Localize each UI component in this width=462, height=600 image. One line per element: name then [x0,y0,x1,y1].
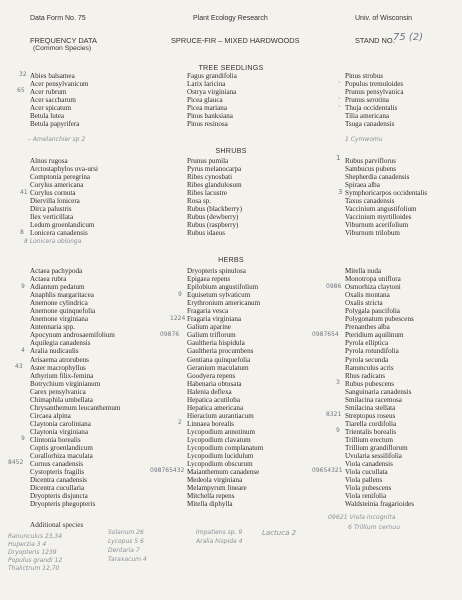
scrawl-note: Huperzia 3 4 [8,541,47,548]
herb-column-1 [30,267,120,508]
tree-column-2 [187,72,237,128]
species-name: Carex pensylvanica [30,387,86,396]
species-name: Pinus strobus [345,72,384,80]
species-name: Larix laricina [187,80,226,89]
species-name: Galium aparine [187,323,231,332]
species-name: Adiantum pedatum [30,283,85,292]
herb-column-3 [345,267,414,508]
shrub-column-1 [30,157,98,237]
species-name: Prunus pumila [187,157,229,165]
species-name: Mitella diphylla [187,500,233,509]
additional-species-label: Additional species [30,521,84,529]
species-name: Aralia nudicaulis [30,347,79,356]
stand-number-label: STAND NO. [355,36,395,45]
tally-mark: 1 [336,154,341,162]
species-name: Corylus americana [30,181,84,190]
species-name: Coptis groenlandicum [30,444,93,453]
species-name: Lycopodium complanatum [187,444,264,453]
species-name: Ranunculus acris [345,363,394,372]
species-name: Prunus serotina [345,96,389,105]
species-name: Dicentra cucullaria [30,484,85,493]
scrawl-note: Aralia hispida 4 [196,538,243,545]
species-name: Viola pubescens [345,484,392,493]
tally-mark: 09654321 [312,467,343,474]
species-name: Halenia deflexa [187,387,232,396]
tally-mark: 2 [178,419,182,426]
section-herbs: HERBS [218,255,244,264]
tally-mark: 32 [19,71,27,78]
species-name: Acer saccharum [30,96,76,105]
species-name: Acer pensylvanicum [30,80,89,89]
species-name: Mitella nuda [345,267,382,275]
species-name: Mitchella repens [187,492,235,501]
species-name: Fragaria vesca [187,307,229,316]
species-name: Circaea alpina [30,411,71,420]
species-name: Anemone cylindrica [30,299,88,308]
tally-mark: 8452 [8,459,24,466]
tally-mark: 9 [21,435,25,442]
check-mark: · [338,94,341,103]
species-name: Geranium maculatum [187,363,249,372]
species-name: Rubus (raspberry) [187,221,239,230]
tally-mark: 9 [21,283,25,290]
species-name: Pyrola elliptica [345,339,389,348]
species-name: Equisetum sylvaticum [187,291,251,300]
species-name: Betula lutea [30,112,65,121]
species-name: Pinus resinosa [187,120,228,129]
handwritten-note-amelanchier: – Amelanchier sp 2 [28,136,86,143]
species-name: Viola pallens [345,476,383,485]
species-name: Erythronium americanum [187,299,261,308]
tally-mark: 1224 [170,315,186,322]
species-name: Thuja occidentalis [345,104,398,113]
scrawl-note: Ranunculus 23,34 [8,533,63,540]
species-name: Rubus (blackberry) [187,205,242,214]
species-name: Medeola virginiana [187,476,243,485]
species-name: Linnaea borealis [187,419,235,428]
species-name: Epilobium angustifolium [187,283,259,292]
species-name: Tilia americana [345,112,390,121]
species-name: Sanguinaria canadensis [345,387,412,396]
species-name: Symphoricarpos occidentalis [345,189,428,198]
species-name: Botrychium virginianum [30,379,101,388]
university: Univ. of Wisconsin [355,15,413,22]
species-name: Athyrium filix-femina [30,371,94,380]
common-species-label: (Common Species) [33,45,92,52]
scrawl-note: Populus grandi 12 [8,557,63,564]
species-name: Anemone quinquefolia [30,307,96,316]
species-name: Rubus idaeus [187,229,226,238]
species-name: Pyrola rotundifolia [345,347,399,356]
species-name: Smilacina stellata [345,403,396,412]
species-name: Lycopodium clavatum [187,435,251,444]
species-name: Anaphlis margaritacea [30,291,94,300]
species-name: Streptopus roseus [345,411,396,420]
species-name: Viola cucullata [345,468,388,477]
species-name: Prenanthes alba [345,323,390,332]
scrawl-note: Dentaria 7 [108,547,140,554]
species-name: Polygala paucifolia [345,307,400,316]
species-name: Ledum groenlandicum [30,221,95,230]
tally-mark: 3 [338,188,343,196]
tree-column-3 [345,72,404,128]
species-name: Uvularia sessilifolia [345,452,402,461]
species-name: Chrysanthemum leucanthemum [30,403,121,412]
tally-mark: 65 [17,87,25,94]
tally-mark: 9 [178,291,182,298]
check-mark: · [338,78,341,87]
species-name: Claytonia virginiana [30,427,88,436]
handwritten-species-viola: 09621 Viola incognita [328,514,396,521]
shrub-column-2 [187,157,242,237]
species-name: Dryopteris spinulosa [187,267,246,275]
species-name: Spiraea alba [345,181,380,190]
check-mark: · [338,102,341,111]
species-name: Prunus pensylvanica [345,88,404,97]
species-name: Actaea rubra [30,275,67,284]
species-name: Gentiana quinquefolia [187,355,251,364]
handwritten-note-lonicera: 8 Lonicera oblonga [24,238,82,245]
species-name: Oxalis montana [345,291,390,300]
species-name: Galium triflorum [187,331,236,340]
species-name: Rubus parviflorus [345,157,397,165]
species-name: Fagus grandifolia [187,72,237,80]
species-name: Viburnum acerifolium [345,221,409,230]
species-name: Lycopodium lucidulum [187,452,254,461]
species-name: Polygonatum pubescens [345,315,414,324]
tally-mark: 098765432 [150,467,185,474]
species-name: Corallorhiza maculata [30,452,93,461]
species-name: Claytonia caroliniana [30,419,91,428]
species-name: Chimaphila umbellata [30,395,93,404]
species-name: Pinus banksiana [187,112,233,121]
species-name: Dirca palustris [30,205,72,214]
species-name: Taxus canadensis [345,197,395,206]
tally-mark: 8321 [326,411,342,418]
species-name: Corylus cornuta [30,189,76,198]
stand-number-value: 75 (2) [393,32,424,43]
scrawl-note: Thalictrum 12,70 [8,565,60,572]
tally-mark: 9 [336,427,340,434]
form-number: Data Form No. 75 [30,15,86,22]
species-name: Arisaema atrorubens [30,355,89,364]
species-name: Fragaria virginiana [187,315,242,324]
species-name: Gaultheria procumbens [187,347,254,356]
tally-mark: 3 [336,379,340,386]
species-name: Aquilegia canadensis [30,339,91,348]
species-name: Monotropa uniflora [345,275,401,284]
species-name: Antennaria spp. [30,323,75,332]
species-name: Rhus radicans [345,371,385,380]
community-title: SPRUCE-FIR – MIXED HARDWOODS [171,36,300,45]
tally-mark: 8 [20,229,24,236]
species-name: Ribes cynosbati [187,173,233,182]
species-name: Trientalis borealis [345,427,397,436]
species-name: Ribes glandulosum [187,181,242,190]
tally-mark: 4 [21,347,25,354]
species-name: Picea mariana [187,104,227,113]
section-shrubs: SHRUBS [215,146,247,155]
species-name: Lycopodium annotinum [187,427,255,436]
species-name: Smilacina racemosa [345,395,402,404]
species-name: Dicentra canadensis [30,476,87,485]
tally-mark: 0986 [326,283,342,290]
species-name: Maianthemum canadense [187,468,260,477]
species-name: Rosa sp. [187,197,212,206]
species-name: Sambucus pubens [345,165,397,174]
species-name: Cornus canadensis [30,460,83,469]
species-name: Comptonia peregrina [30,173,91,182]
species-name: Gaultheria hispidula [187,339,245,348]
species-name: Actaea pachypoda [30,267,83,275]
species-name: Hepatica americana [187,403,244,412]
species-name: Pyrus melanocarpa [187,165,242,174]
species-name: Shepherdia canadensis [345,173,410,182]
species-name: Viola canadensis [345,460,393,469]
species-name: Populus tremuloides [345,80,404,89]
tree-column-1 [30,72,89,128]
species-name: Oxalis stricta [345,299,383,308]
handwritten-species-trillium: 6 Trillium cernuu [348,524,401,531]
species-name: Hepatica acutiloba [187,395,240,404]
scrawl-note: Solanum 26 [108,529,144,536]
species-name: Viburnum trilobum [345,229,400,238]
species-name: Hieracium aurantiacum [187,411,254,420]
species-name: Pteridium aquilinum [345,331,404,340]
species-name: Lonicera canadensis [30,229,88,238]
species-name: Epigaea repens [187,275,231,284]
species-name: Waldsteinia fragarioides [345,500,414,509]
species-name: Tiarella cordifolia [345,419,397,428]
species-name: Cystopteris fragilis [30,468,85,477]
species-name: Ribes lacustre [187,189,227,198]
scrawl-note: Lycopus 5 6 [108,538,144,545]
species-name: Rubus (dewberry) [187,213,239,222]
organization: Plant Ecology Research [193,15,268,22]
species-name: Ilex verticillata [30,213,74,222]
species-name: Habenaria obtusata [187,379,242,388]
species-name: Trillium erectum [345,435,394,444]
tally-mark: 09876 [160,331,180,338]
species-name: Rubus pubescens [345,379,395,388]
species-name: Acer rubrum [30,88,67,97]
species-name: Dryopteris disjuncta [30,492,88,501]
species-name: Picea glauca [187,96,223,105]
species-name: Arctostaphylos uva-ursi [30,165,98,174]
tally-mark: 43 [15,363,23,370]
species-name: Aster macrophyllus [30,363,86,372]
species-name: Tsuga canadensis [345,120,395,129]
species-name: Viola renifolia [345,492,387,501]
species-name: Osmorhiza claytoni [345,283,401,292]
species-name: Apocynum androsaemifolium [30,331,115,340]
tally-mark: 0987654 [312,331,339,338]
species-name: Vaccinium angustifolium [345,205,417,214]
scrawl-note: Lactuca 2 [262,529,297,537]
tally-mark: 41 [20,189,28,196]
section-tree-seedlings: TREE SEEDLINGS [198,63,264,72]
species-name: Goodyera repens [187,371,236,380]
shrub-column-3 [345,157,427,237]
scrawl-note: Dryopteris 1239 [8,549,57,556]
species-name: Clintonia borealis [30,435,81,444]
frequency-data-label: FREQUENCY DATA [30,36,97,45]
species-name: Betula papyrifera [30,120,80,129]
species-name: Anemone virginiana [30,315,88,324]
herb-column-2 [187,267,263,508]
species-name: Ostrya virginiana [187,88,237,97]
scrawl-note: Taraxacum 4 [108,556,147,563]
species-name: Dryopteris phegopteris [30,500,96,509]
species-name: Acer spicatum [30,104,72,113]
species-name: Abies balsamea [30,72,75,80]
handwritten-note-tsuga: 1 Cymwomu [345,136,383,143]
species-name: Alnus rugosa [30,157,68,165]
species-name: Vaccinium myrtilloides [345,213,412,222]
species-name: Pyrola secunda [345,355,389,364]
species-name: Melampyrum lineare [187,484,247,493]
scrawl-note: Impatiens sp. 9 [196,529,243,536]
species-name: Lycopodium obscurum [187,460,253,469]
species-name: Diervilla lonicera [30,197,80,206]
species-name: Trillium grandiflorum [345,444,408,453]
